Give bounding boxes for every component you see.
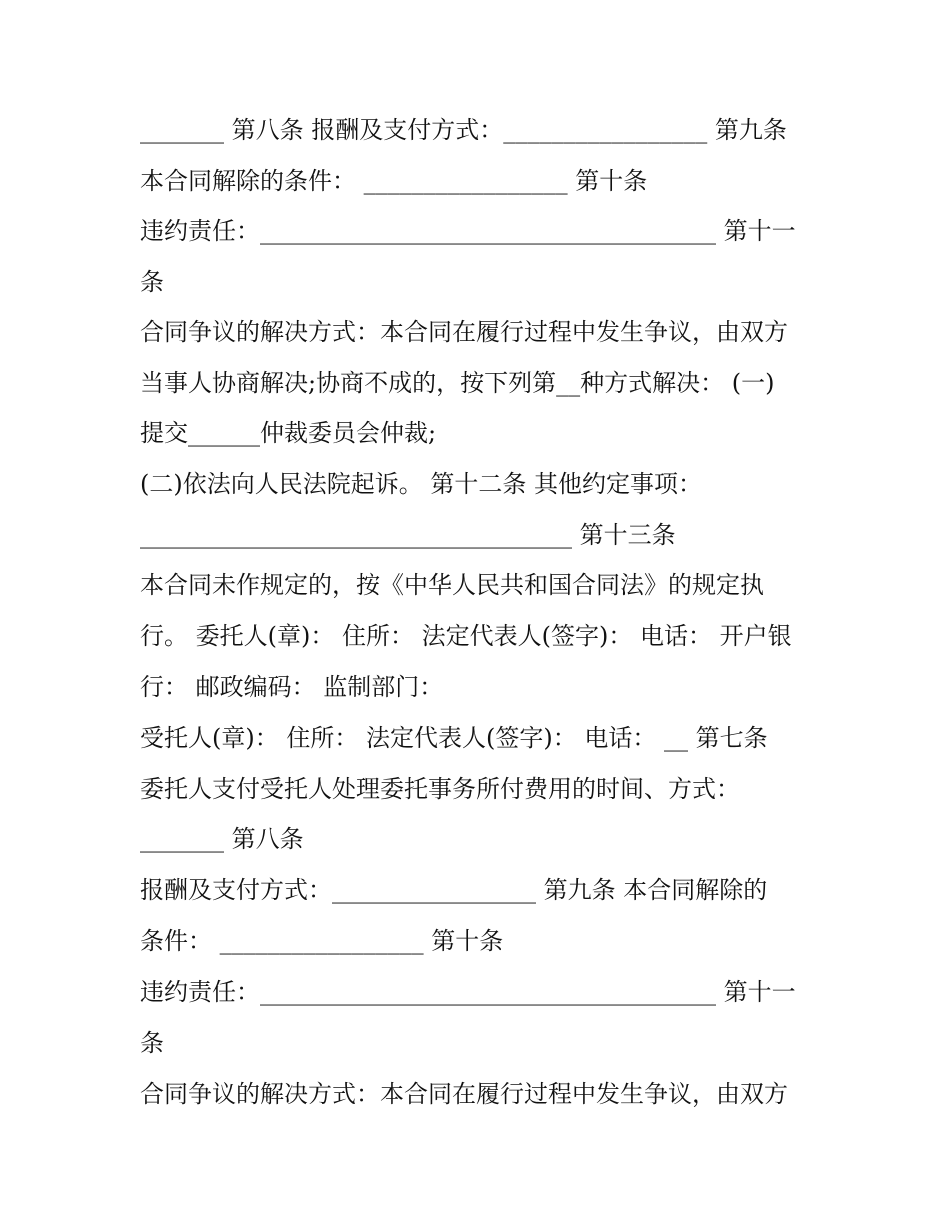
text-line: 行。 委托人(章)： 住所： 法定代表人(签字)： 电话： 开户银: [140, 622, 792, 650]
text-line: 条件： _________________ 第十条: [140, 927, 504, 955]
text-line: 当事人协商解决;协商不成的，按下列第__种方式解决： (一): [140, 369, 775, 397]
text-line: 条: [140, 1029, 164, 1057]
text-line: 受托人(章)： 住所： 法定代表人(签字)： 电话： __ 第七条: [140, 724, 768, 752]
text-line: 违约责任：______________________________________ 第十一: [140, 978, 796, 1006]
text-line: 提交______仲裁委员会仲裁;: [140, 419, 437, 447]
text-line: _______ 第八条 报酬及支付方式：_________________ 第九条: [140, 116, 787, 144]
text-line: 行： 邮政编码： 监制部门：: [140, 673, 444, 701]
text-line: 条: [140, 268, 164, 296]
text-line: _______ 第八条: [140, 825, 304, 853]
text-line: 本合同未作规定的，按《中华人民共和国合同法》的规定执: [140, 571, 764, 599]
text-line: (二)依法向人民法院起诉。 第十二条 其他约定事项：: [140, 470, 702, 498]
text-line: ____________________________________ 第十三条: [140, 521, 676, 549]
text-line: 合同争议的解决方式：本合同在履行过程中发生争议，由双方: [140, 1080, 788, 1108]
text-line: 本合同解除的条件： _________________ 第十条: [140, 167, 648, 195]
text-line: 合同争议的解决方式：本合同在履行过程中发生争议，由双方: [140, 318, 788, 346]
text-line: 委托人支付受托人处理委托事务所付费用的时间、方式：: [140, 775, 740, 803]
text-line: 报酬及支付方式：_________________ 第九条 本合同解除的: [140, 876, 768, 904]
text-line: 违约责任：______________________________________ 第十一: [140, 217, 796, 245]
